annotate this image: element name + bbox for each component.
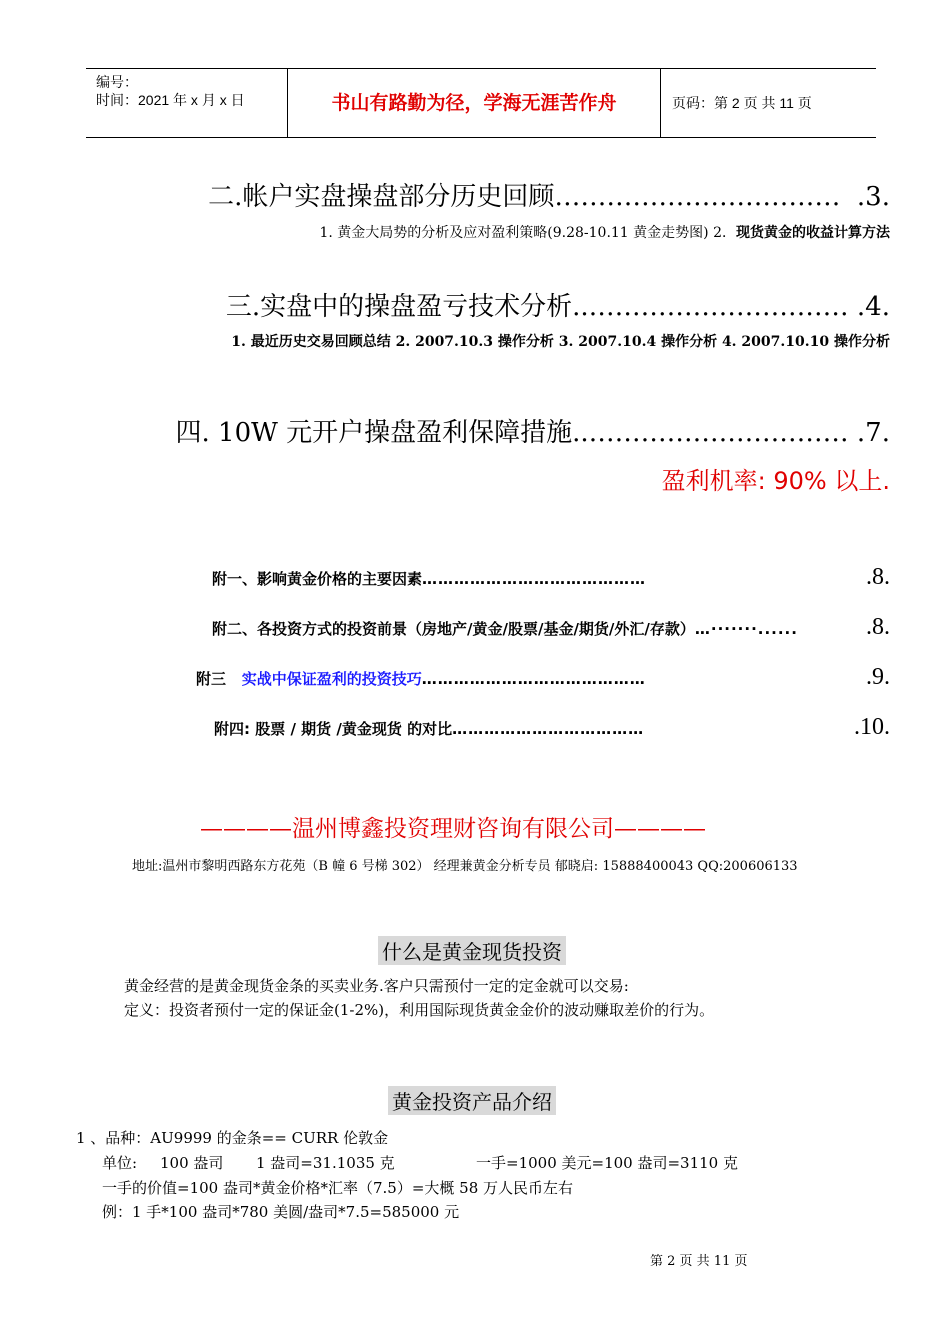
company-name: ————温州博鑫投资理财咨询有限公司———— xyxy=(200,816,706,842)
toc-section4-page: .7. xyxy=(856,418,890,448)
product-unit-label: 单位: xyxy=(102,1154,138,1172)
spot-gold-title: 什么是黄金现货投资 xyxy=(378,936,566,965)
appendix-3-page: .9. xyxy=(866,664,890,690)
toc-section3[interactable] xyxy=(226,286,890,323)
appendix-3[interactable] xyxy=(196,664,890,690)
appendix-4-page: .10. xyxy=(854,714,890,740)
appendix-4[interactable] xyxy=(214,714,890,740)
header-motto: 书山有路勤为径，学海无涯苦作舟 xyxy=(287,69,661,137)
toc-section4[interactable] xyxy=(176,412,890,449)
product-value-line: 一手的价值=100 盎司*黄金价格*汇率（7.5）=大概 58 万人民币左右 xyxy=(102,1179,574,1197)
appendix-2-label: 附二、各投资方式的投资前景（房地产/黄金/股票/基金/期货/外汇/存款） xyxy=(212,620,695,638)
toc-section4-dots: ..………………………… xyxy=(572,418,849,448)
toc-section3-page: .4. xyxy=(856,292,890,322)
product-example: 例：1 手*100 盎司*780 美圆/盎司*7.5=585000 元 xyxy=(102,1203,460,1221)
toc-section2-subitems xyxy=(319,222,890,242)
spot-gold-line1: 黄金经营的是黄金现货金条的买卖业务.客户只需预付一定的定金就可以交易: xyxy=(124,977,629,995)
appendix-2-page: .8. xyxy=(866,614,890,640)
toc-section3-dots: ..………………………… xyxy=(572,292,849,322)
toc-section3-title: 三.实盘中的操盘盈亏技术分析 xyxy=(225,292,573,322)
product-unit-value: 100 盎司 xyxy=(160,1154,224,1172)
appendix-4-label: 附四: 股票 / 期货 /黄金现货 的对比 xyxy=(214,720,453,738)
appendix-3-prefix: 附三 xyxy=(196,670,227,688)
profit-rate: 盈利机率: 90% 以上. xyxy=(661,467,890,495)
time-label: 时间：2021 年 x 月 x 日 xyxy=(96,92,245,108)
appendix-2[interactable] xyxy=(212,614,890,640)
toc-section2-sub1: 1. 黄金大局势的分析及应对盈利策略(9.28-10.11 黄金走势图) 2． xyxy=(319,225,736,241)
appendix-3-dots: …………………………………… xyxy=(421,670,646,688)
header-page-info: 页码：第 2 页 共 11 页 xyxy=(672,95,812,111)
spot-gold-definition: 定义：投资者预付一定的保证金(1-2%)，利用国际现货黄金金价的波动赚取差价的行为。 xyxy=(124,1001,715,1019)
toc-section2-page: .3. xyxy=(856,182,890,212)
appendix-1-dots: …………………………………… xyxy=(422,570,647,588)
appendix-1-page: .8. xyxy=(866,564,890,590)
appendix-1-label: 附一、影响黄金价格的主要因素 xyxy=(212,570,423,588)
products-title: 黄金投资产品介绍 xyxy=(388,1086,556,1115)
toc-section2-dots: …………………………… xyxy=(554,182,841,212)
header-meta xyxy=(86,69,286,137)
page-header xyxy=(86,68,876,138)
appendix-3-label: 实战中保证盈利的投资技巧 xyxy=(241,670,422,688)
product-item-1: 1 、品种：AU9999 的金条== CURR 伦敦金 xyxy=(76,1129,389,1147)
toc-section2[interactable] xyxy=(208,176,890,213)
appendix-2-dots: …·······...... xyxy=(694,620,798,638)
toc-section4-title: 四. 10W 元开户操盘盈利保障措施 xyxy=(175,418,573,448)
page-footer: 第 2 页 共 11 页 xyxy=(650,1254,748,1269)
appendix-4-dots: ……………………………… xyxy=(452,720,645,738)
toc-section2-sub2: 现货黄金的收益计算方法 xyxy=(736,225,890,241)
product-ounce: 1 盎司=31.1035 克 xyxy=(256,1154,395,1172)
number-label: 编号： xyxy=(96,74,138,90)
toc-section2-title: 二.帐户实盘操盘部分历史回顾 xyxy=(208,182,555,212)
toc-section3-sub: 1. 最近历史交易回顾总结 2. 2007.10.3 操作分析 3. 2007.10.4 操作分析 4. 2007.10.10 操作分析 xyxy=(231,334,890,350)
appendix-1[interactable] xyxy=(212,564,890,590)
company-contact: 地址:温州市黎明西路东方花苑（B 幢 6 号梯 302） 经理兼黄金分析专员 郁晓启: 15888400043 QQ:200606133 xyxy=(132,859,798,874)
product-lot: 一手=1000 美元=100 盎司=3110 克 xyxy=(476,1154,738,1172)
